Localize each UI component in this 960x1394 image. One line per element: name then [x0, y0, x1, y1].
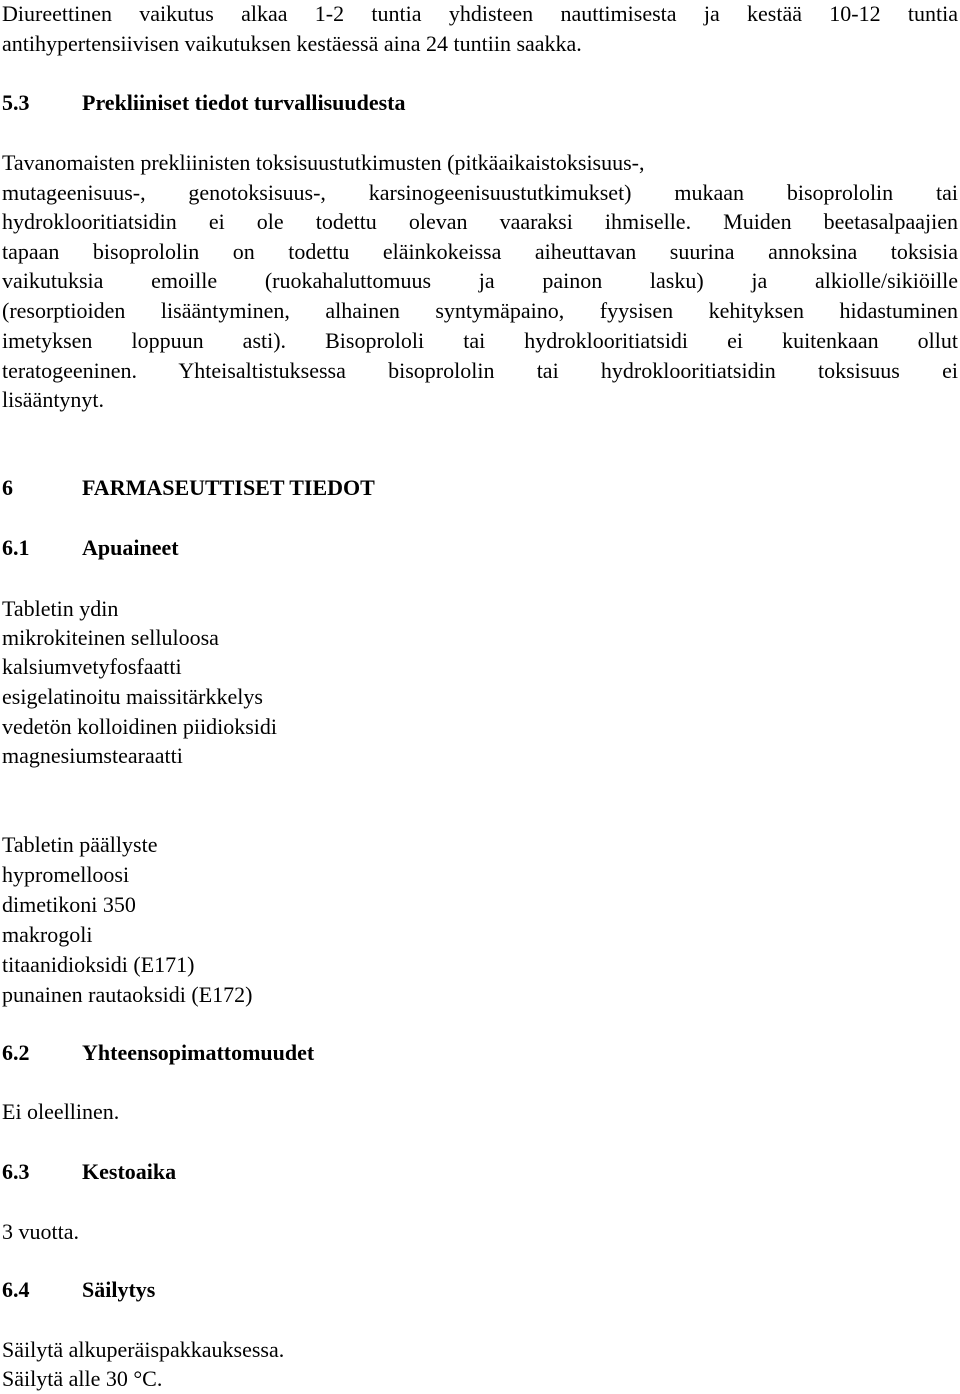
paragraph-line: mutageenisuus-, genotoksisuus-, karsinogeenisuustutkimukset) mukaan bisoprololin tai [2, 180, 958, 205]
section-6-2-text: Ei oleellinen. [2, 1099, 120, 1124]
section-5-3-heading [2, 90, 406, 116]
section-number: 5.3 [2, 90, 30, 115]
core-heading: Tabletin ydin [2, 596, 119, 621]
section-title: Prekliiniset tiedot turvallisuudesta [82, 90, 406, 115]
list-item: esigelatinoitu maissitärkkelys [2, 684, 263, 709]
list-item: dimetikoni 350 [2, 892, 136, 917]
list-item: titaanidioksidi (E171) [2, 952, 195, 977]
paragraph-line: lisääntynyt. [2, 387, 105, 412]
paragraph-line: (resorptioiden lisääntyminen, alhainen syntymäpaino, fyysisen kehityksen hidastuminen [2, 298, 958, 323]
section-title: Kestoaika [82, 1159, 177, 1184]
section-number: 6.4 [2, 1277, 30, 1302]
section-number: 6.2 [2, 1040, 30, 1065]
section-title: Säilytys [82, 1277, 156, 1302]
storage-line: Säilytä alkuperäispakkauksessa. [2, 1337, 285, 1362]
paragraph-line: imetyksen loppuun asti). Bisoprololi tai hydroklooritiatsidi ei kuitenkaan ollut [2, 328, 958, 353]
section-6-heading [2, 475, 375, 501]
paragraph-line: vaikutuksia emoille (ruokahaluttomuus ja painon lasku) ja alkiolle/sikiöille [2, 268, 958, 293]
section-title: Yhteensopimattomuudet [82, 1040, 315, 1065]
list-item: vedetön kolloidinen piidioksidi [2, 714, 277, 739]
section-6-2-heading [2, 1040, 314, 1066]
section-6-3-heading [2, 1159, 176, 1185]
list-item: punainen rautaoksidi (E172) [2, 982, 253, 1007]
section-number: 6.1 [2, 535, 30, 560]
section-6-3-text: 3 vuotta. [2, 1219, 79, 1244]
paragraph-line: tapaan bisoprololin on todettu eläinkokeissa aiheuttavan suurina annoksina toksisia [2, 239, 958, 264]
paragraph-line: teratogeeninen. Yhteisaltistuksessa bisoprololin tai hydroklooritiatsidin toksisuus ei [2, 358, 958, 383]
list-item: magnesiumstearaatti [2, 743, 183, 768]
coating-heading: Tabletin päällyste [2, 832, 158, 857]
section-number: 6 [2, 475, 13, 500]
section-6-1-heading [2, 535, 179, 561]
intro-line-2: antihypertensiivisen vaikutuksen kestäessä aina 24 tuntiin saakka. [2, 31, 582, 56]
intro-line-1: Diureettinen vaikutus alkaa 1-2 tuntia yhdisteen nauttimisesta ja kestää 10-12 tuntia [2, 1, 958, 26]
section-title: FARMASEUTTISET TIEDOT [82, 475, 375, 500]
section-number: 6.3 [2, 1159, 30, 1184]
section-title: Apuaineet [82, 535, 179, 560]
section-6-4-heading [2, 1277, 155, 1303]
storage-line: Säilytä alle 30 °C. [2, 1366, 163, 1391]
list-item: hypromelloosi [2, 862, 130, 887]
list-item: mikrokiteinen selluloosa [2, 625, 219, 650]
paragraph-line: Tavanomaisten prekliinisten toksisuustutkimusten (pitkäaikaistoksisuus-, [2, 150, 645, 175]
list-item: kalsiumvetyfosfaatti [2, 654, 182, 679]
paragraph-line: hydroklooritiatsidin ei ole todettu olevan vaaraksi ihmiselle. Muiden beetasalpaajien [2, 209, 958, 234]
list-item: makrogoli [2, 922, 93, 947]
